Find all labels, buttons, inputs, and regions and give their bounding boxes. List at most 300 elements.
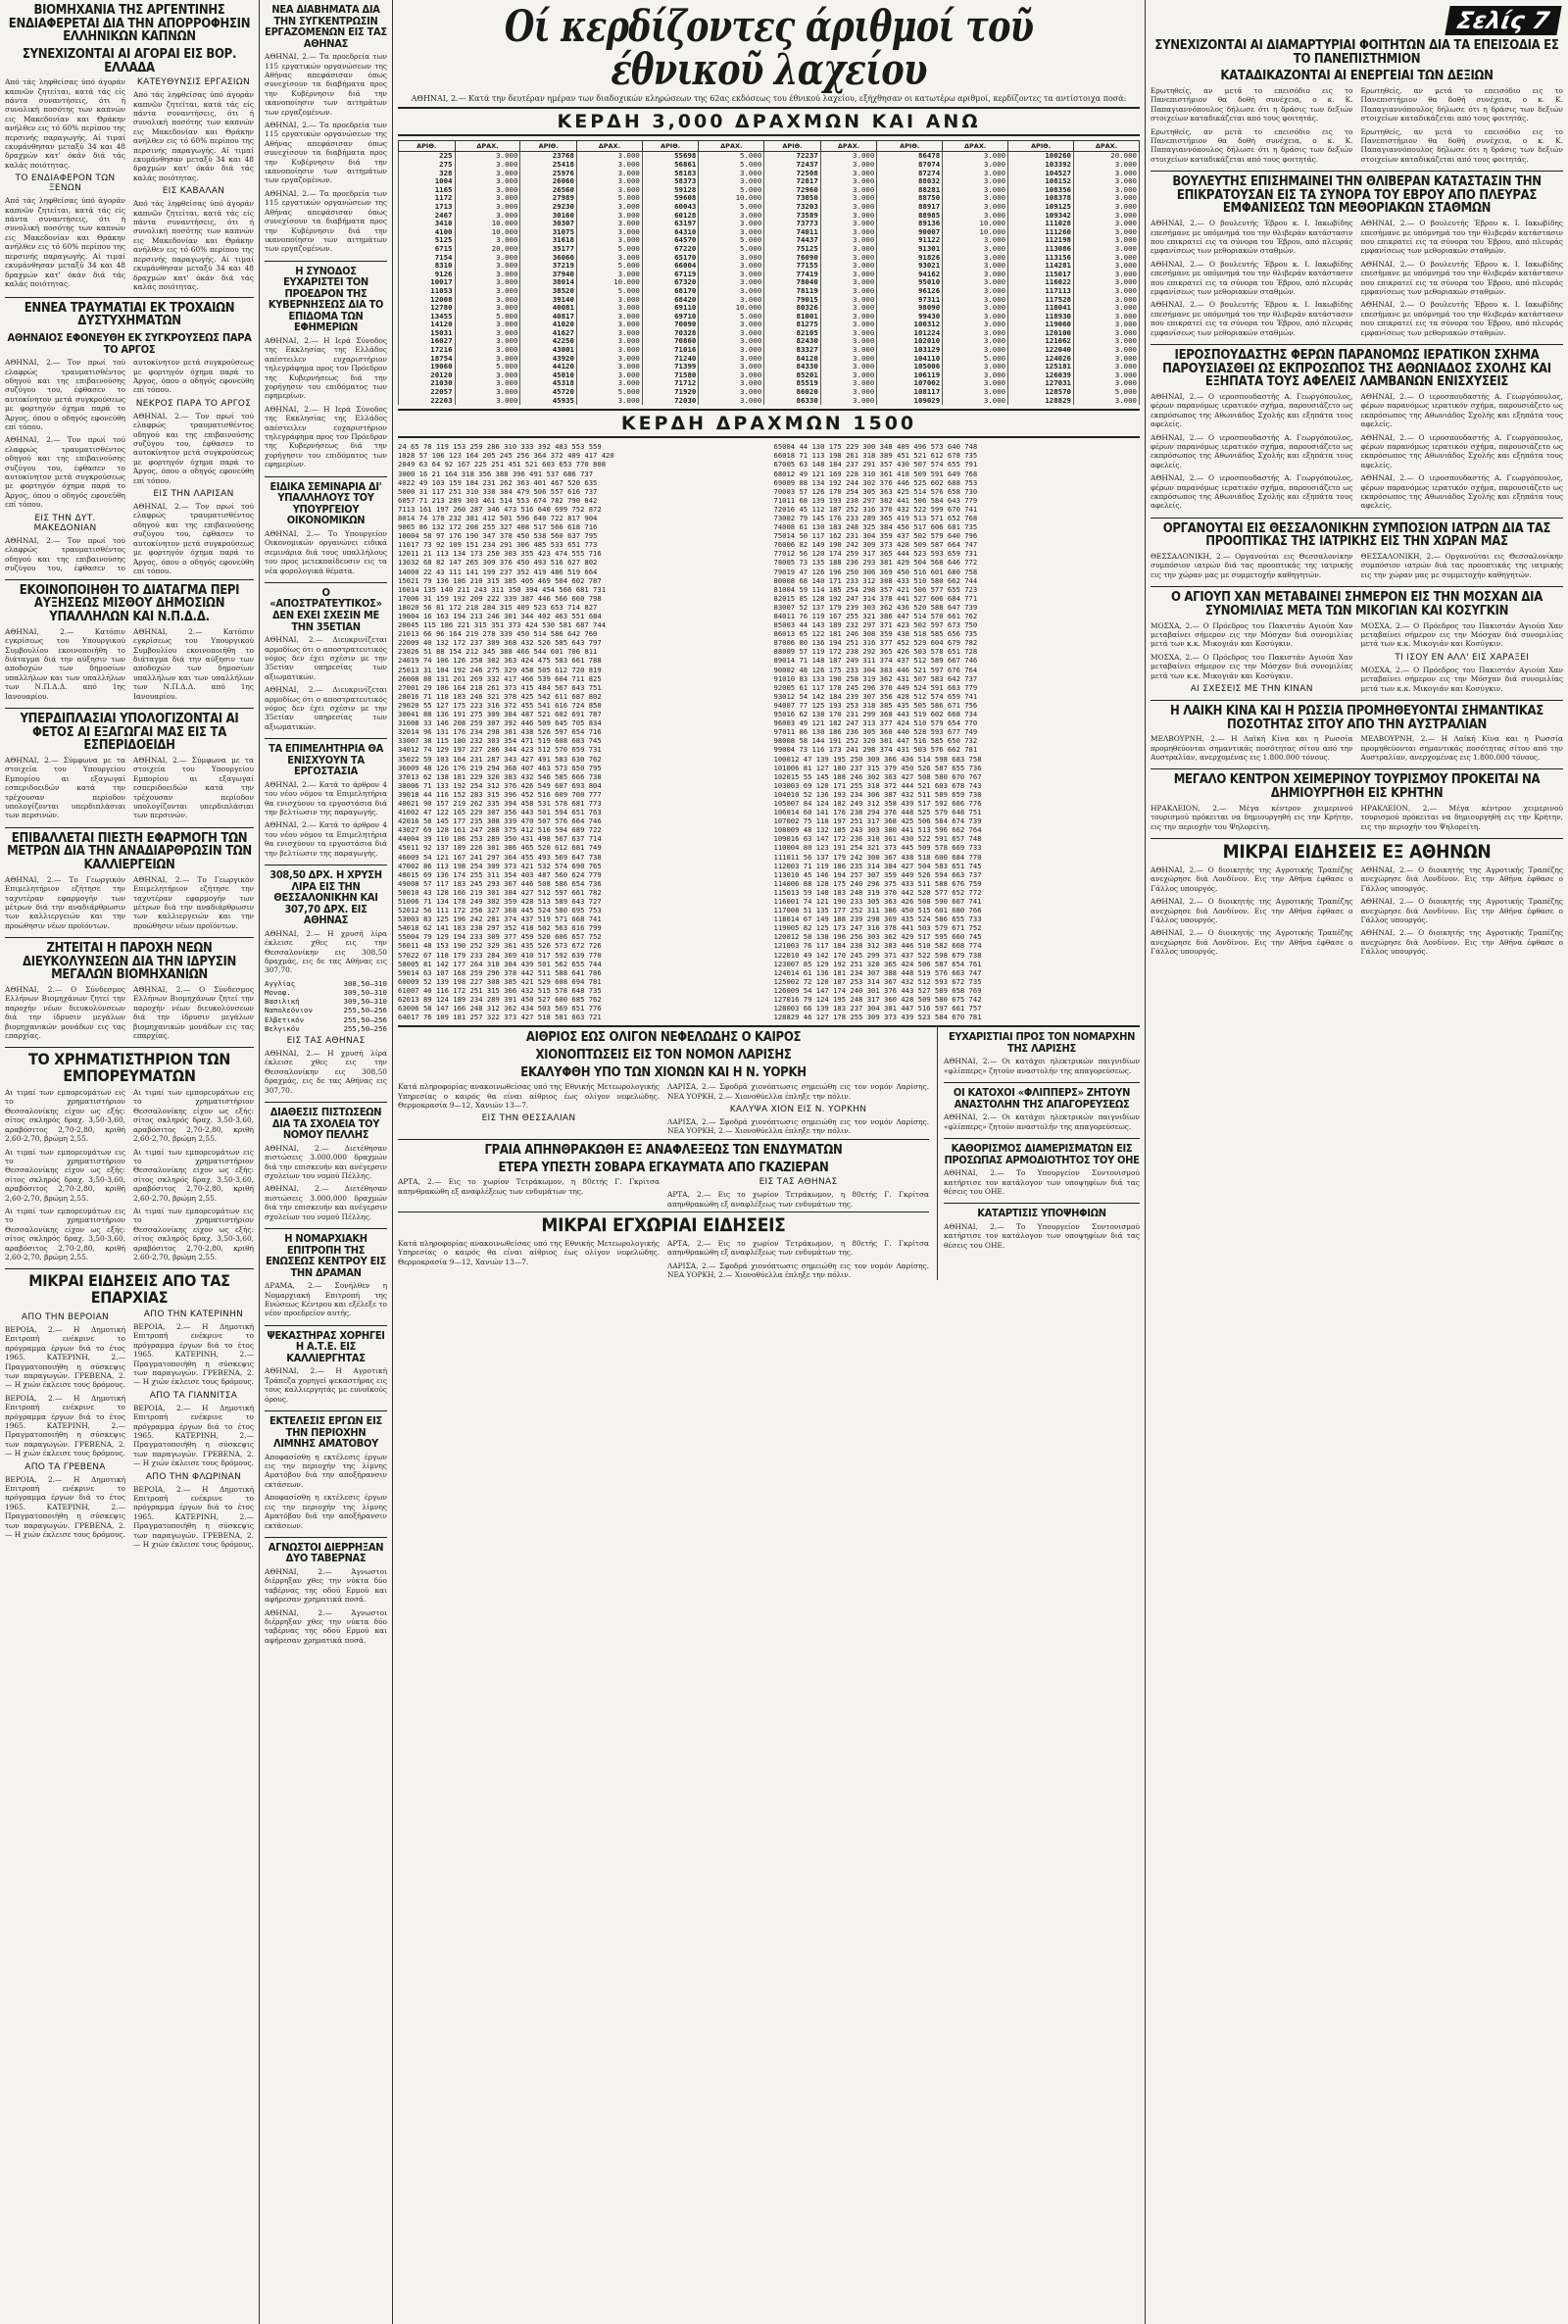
lottery-prize: 3.000	[576, 170, 642, 178]
article-flippers	[944, 1087, 1140, 1139]
lottery-number: 66004	[642, 262, 699, 271]
lottery-number-line: 6057 71 213 289 303 461 514 553 674 782 790 842	[398, 495, 598, 505]
lottery-number-line: 21013 66 96 164 219 278 339 450 514 586 642 760	[398, 629, 598, 639]
lottery-number: 105006	[877, 363, 943, 371]
lottery-prize: 3.000	[820, 329, 877, 338]
article-body: Ερωτηθείς, αν μετά το επεισόδιο εις το Πανεπιστήμιον θα δοθή συνέχεια, ο κ. Κ. Παπαγιαννόπουλος δήλωσε ότι η δράσις των δεξιών στοιχείων καταδικάζεται από τους φοιτητάς.	[1360, 85, 1563, 124]
lottery-number-line: 117008 51 135 177 252 311 386 450 515 601 680 766	[773, 906, 982, 915]
lottery-prize: 3.000	[576, 271, 642, 279]
article-body: Αι τιμαί των εμπορευμάτων εις το χρηματιστήριον Θεσσαλονίκης είχον ως εξής: σίτος σκληρός δραχ. 3,50-3,60, αραβόσιτος 2,70-2,80, κριθή 2,60-2,70, βρώμη 2,55.	[133, 1206, 254, 1261]
gold-coin-price: 255,50—256	[343, 1006, 387, 1015]
lottery-prize: 3.000	[455, 397, 520, 406]
article-body: ΑΘΗΝΑΙ, 2.— Ο διοικητής της Αγροτικής Τραπέζης ανεχώρησε διά Λονδίνον. Εις την Αθήνα έφθασε ο Γάλλος υπουργός.	[1360, 928, 1563, 957]
lottery-prize: 3.000	[820, 254, 877, 263]
lottery-number: 90007	[877, 228, 943, 237]
headline: ΑΓΝΩΣΤΟΙ ΔΙΕΡΡΗΞΑΝ ΔΥΟ ΤΑΒΕΡΝΑΣ	[268, 1540, 384, 1565]
lottery-prize: 10.000	[455, 220, 520, 228]
lottery-number-line: 42016 58 145 177 235 308 339 470 507 576 664 746	[398, 816, 602, 826]
lottery-number: 77419	[764, 271, 821, 279]
article-body: ΛΑΡΙΣΑ, 2.— Σφοδρά χιονόπτωσις σημειώθη εις τον νομόν Λαρίσης. ΝΕΑ ΥΟΡΚΗ, 2.— Χιονοθύελλα έπληξε την πόλιν.	[667, 1261, 929, 1280]
lottery-prize: 5.000	[943, 355, 1008, 364]
lottery-number: 45010	[520, 371, 577, 380]
lottery-number-line: 27001 29 106 164 218 261 373 415 484 567 643 751	[398, 682, 602, 692]
lottery-number: 116022	[1008, 278, 1074, 287]
lottery-number-line: 71011 68 139 193 238 297 382 441 506 584 643 779	[773, 495, 978, 505]
lottery-number: 76090	[764, 254, 821, 263]
article-schools	[265, 1107, 387, 1229]
lottery-number: 37940	[520, 271, 577, 279]
lottery-prize: 3.000	[699, 337, 764, 346]
lottery-number: 26560	[520, 186, 577, 195]
lottery-number: 114281	[1008, 262, 1074, 271]
lottery-number: 67119	[642, 271, 699, 279]
lottery-number: 25418	[520, 161, 577, 170]
lottery-prize: 3.000	[699, 346, 764, 355]
lottery-number: 40817	[520, 313, 577, 321]
headline: ΝΕΑ ΔΙΑΒΗΜΑΤΑ ΔΙΑ ΤΗΝ ΣΥΓΚΕΝΤΡΩΣΙΝ ΕΡΓΑΖΟΜΕΝΩΝ ΕΙΣ ΤΑΣ ΑΘΗΝΑΣ	[265, 3, 387, 50]
article-body: ΑΘΗΝΑΙ, 2.— Άγνωστοι διέρρηξαν χθες την νύκτα δύο ταβέρνας της οδού Ερμού και αφήρεσαν χρηματικά ποσά.	[265, 1567, 387, 1605]
article-body: ΑΘΗΝΑΙ, 2.— Ο διοικητής της Αγροτικής Τραπέζης ανεχώρησε διά Λονδίνον. Εις την Αθήνα έφθασε ο Γάλλος υπουργός.	[1360, 897, 1563, 924]
lottery-col-header: ΑΡΙΘ.	[877, 141, 943, 152]
article-retirement	[265, 587, 387, 739]
column-left	[0, 0, 259, 2324]
lottery-number: 112198	[1008, 236, 1074, 245]
lottery-number: 84120	[764, 355, 821, 364]
lottery-number-line: 128829 46 127 178 255 309 373 439 523 584 670 781	[773, 1013, 982, 1022]
article-body: Αι τιμαί των εμπορευμάτων εις το χρηματιστήριον Θεσσαλονίκης είχον ως εξής: σίτος σκληρός δραχ. 3,50-3,60, αραβόσιτος 2,70-2,80, κριθή 2,60-2,70, βρώμη 2,55.	[5, 1206, 125, 1261]
lottery-prize: 3.000	[1074, 186, 1140, 195]
lottery-number-line: 72016 45 112 187 252 316 370 432 522 599 670 741	[773, 504, 978, 514]
article-body: ΑΘΗΝΑΙ, 2.— Ο βουλευτής Έβρου κ. Ι. Ιακωβίδης επεσήμανε με υπόμνημά του την θλιβεράν κατάστασιν που επικρατεί εις τα σύνορα του Έβρου, από πλευράς εμφανίσεως των μεθοριακών σταθμών.	[1151, 259, 1353, 296]
article-body: ΑΘΗΝΑΙ, 2.— Το Γεωργικόν Επιμελητήριον εζήτησε την ταχυτέραν εφαρμογήν των μέτρων διά την αναδιάρθρωσιν των καλλιεργειών και την προώθησιν νέων προϊόντων.	[133, 874, 254, 930]
lottery-prize: 3.000	[455, 212, 520, 221]
lottery-number-line: 120012 58 138 196 256 303 362 429 517 595 660 745	[773, 932, 982, 942]
lottery-number-line: 96003 49 121 182 247 313 377 424 510 579 654 770	[773, 718, 978, 728]
lottery-number-line: 87006 80 136 194 251 316 377 452 529 604 679 782	[773, 638, 978, 648]
lottery-number: 103392	[1008, 161, 1074, 170]
lottery-number-line: 5000 31 117 251 310 338 384 479 506 557 616 737	[398, 486, 598, 496]
lottery-number: 6715	[399, 245, 456, 254]
section-label: ΚΑΤΕΥΘΥΝΣΙΣ ΕΡΓΑΣΙΩΝ	[136, 77, 251, 88]
subheadline: ΧΙΟΝΟΠΤΩΣΕΙΣ ΕΙΣ ΤΟΝ ΝΟΜΟΝ ΛΑΡΙΣΗΣ	[535, 1047, 792, 1063]
lottery-prize: 3.000	[576, 296, 642, 305]
lottery-number: 108356	[1008, 186, 1074, 195]
lottery-number: 70090	[642, 321, 699, 329]
article-lake	[265, 1415, 387, 1538]
lottery-number: 106119	[877, 371, 943, 380]
lottery-number-line: 41002 47 122 165 229 307 356 443 501 594 651 763	[398, 808, 602, 817]
lottery-number-line: 33007 38 115 180 232 303 354 471 519 608 683 745	[398, 736, 602, 746]
lottery-number: 22057	[399, 388, 456, 397]
lottery-number-line: 53003 83 125 196 242 281 374 437 519 571 668 741	[398, 915, 602, 924]
lottery-number-line: 62013 89 124 189 234 289 391 450 527 600 685 762	[398, 995, 602, 1005]
article-body: ΑΘΗΝΑΙ, 2.— Ο ιεροσπουδαστής Α. Γεωργόπουλος, φέρων παρανόμως ιερατικόν σχήμα, παρουσιάζετο ως εκπρόσωπος της Αθωνιάδος Σχολής και εξηπάτα τους αφελείς.	[1151, 473, 1353, 511]
article-body: ΜΟΣΧΑ, 2.— Ο Πρόεδρος του Πακιστάν Αγιούπ Χαν μεταβαίνει σήμερον εις την Μόσχαν διά συνομιλίας μετά των κ.κ. Μικογιάν και Κοσύγκιν.	[1151, 652, 1353, 680]
lottery-number: 67320	[642, 278, 699, 287]
lottery-number: 94162	[877, 271, 943, 279]
lottery-number-line: 35022 59 103 164 231 287 343 427 491 583 630 762	[398, 754, 602, 764]
lottery-prize: 3.000	[1074, 321, 1140, 329]
lottery-prize: 5.000	[576, 194, 642, 203]
headline: ΟΡΓΑΝΟΥΤΑΙ ΕΙΣ ΘΕΣΣΑΛΟΝΙΚΗΝ ΣΥΜΠΟΣΙΟΝ ΙΑΤΡΩΝ ΔΙΑ ΤΑΣ ΠΡΟΟΠΤΙΚΑΣ ΤΗΣ ΙΑΤΡΙΚΗΣ ΕΙΣ ΤΗΝ ΧΩΡΑΝ ΜΑΣ	[1162, 520, 1551, 550]
lottery-number-line: 106014 60 141 176 238 294 376 448 525 579 648 751	[773, 808, 982, 817]
page-number-tag: Σελίς 7	[1446, 6, 1562, 35]
lottery-prize: 3.000	[576, 228, 642, 237]
lottery-number: 104527	[1008, 170, 1074, 178]
lottery-number: 111260	[1008, 228, 1074, 237]
lottery-prize: 3.000	[943, 245, 1008, 254]
lottery-number: 60043	[642, 203, 699, 212]
article-body: ΑΡΤΑ, 2.— Εις το χωρίον Τετράκωμον, η 80ετής Γ. Γκρίτσα απηνθρακώθη εξ αναφλέξεως των ενδυμάτων της.	[398, 1177, 660, 1196]
lottery-number-line: 24 65 78 119 153 259 286 310 333 392 483 553 559	[398, 442, 602, 452]
lottery-number: 225	[399, 152, 456, 161]
lottery-number-line: 28016 71 118 183 246 321 378 425 542 611 687 802	[398, 691, 602, 701]
article-workers	[265, 4, 387, 262]
article-body: ΔΡΑΜΑ, 2.— Συνήλθεν η Νομαρχιακή Επιτροπή της Ενώσεως Κέντρου και εξέλεξε το νέον προεδρείον αυτής.	[265, 1281, 387, 1318]
article-citrus	[5, 713, 254, 828]
lottery-number: 12780	[399, 304, 456, 313]
lottery-prize: 3.000	[943, 271, 1008, 279]
lottery-number-line: 123007 85 129 192 251 320 365 424 506 587 654 761	[773, 959, 982, 968]
lottery-number: 30160	[520, 212, 577, 221]
lottery-number-line: 83007 52 137 179 239 303 362 436 520 588 647 739	[773, 602, 978, 612]
lottery-number: 109342	[1008, 212, 1074, 221]
article-body: ΑΘΗΝΑΙ, 2.— Ο βουλευτής Έβρου κ. Ι. Ιακωβίδης επεσήμανε με υπόμνημά του την θλιβεράν κατάστασιν που επικρατεί εις τα σύνορα του Έβρου, από πλευράς εμφανίσεως των μεθοριακών σταθμών.	[1151, 219, 1353, 256]
lottery-number-line: 105007 84 124 182 249 312 358 439 517 592 666 776	[773, 798, 982, 808]
lottery-number-line: 61007 40 116 172 251 315 366 432 515 578 648 735	[398, 985, 602, 995]
lottery-number: 91826	[877, 254, 943, 263]
article-salaries	[5, 584, 254, 709]
article-body: ΑΘΗΝΑΙ, 2.— Τον πρωί τού ελαφρώς τραυματισθέντος οδηγού και της επιβαινούσης συζύγου του, έφθασεν το αυτοκίνητον μετά συγκρούσεως με φορτηγόν όχημα παρά το Άργος, όπου ο οδηγός εφονεύθη επί τόπου.	[5, 358, 254, 572]
lottery-col-header: ΔΡΑΧ.	[576, 141, 642, 152]
lottery-number: 72237	[764, 152, 821, 161]
lottery-prize: 3.000	[455, 287, 520, 296]
lottery-number-line: 92005 61 117 178 245 296 370 449 524 591 663 779	[773, 682, 978, 692]
article-body: ΑΘΗΝΑΙ, 2.— Ο βουλευτής Έβρου κ. Ι. Ιακωβίδης επεσήμανε με υπόμνημά του την θλιβεράν κατάστασιν που επικρατεί εις τα σύνορα του Έβρου, από πλευράς εμφανίσεως των μεθοριακών σταθμών.	[1360, 300, 1563, 337]
lottery-prize: 3.000	[576, 397, 642, 406]
lottery-header-3000: ΚΕΡΔΗ 3,000 ΔΡΑΧΜΩΝ ΚΑΙ ΑΝΩ	[398, 107, 1140, 136]
article-body: ΑΘΗΝΑΙ, 2.— Το Γεωργικόν Επιμελητήριον εζήτησε την ταχυτέραν εφαρμογήν των μέτρων διά την αναδιάρθρωσιν των καλλιεργειών και την προώθησιν νέων προϊόντων.	[5, 874, 125, 930]
article-body: ΑΘΗΝΑΙ, 2.— Τον πρωί τού ελαφρώς τραυματισθέντος οδηγού και της επιβαινούσης συζύγου του, έφθασεν το αυτοκίνητον μετά συγκρούσεως με φορτηγόν όχημα παρά το Άργος, όπου ο οδηγός εφονεύθη επί τόπου.	[133, 411, 254, 485]
lottery-prize: 3.000	[455, 236, 520, 245]
lottery-number-line: 118014 67 149 188 239 298 369 435 524 586 655 733	[773, 915, 982, 924]
article-body: ΒΕΡΟΙΑ, 2.— Η Δημοτική Επιτροπή ενέκρινε το πρόγραμμα έργων διά το έτος 1965. ΚΑΤΕΡΙΝΗ, 2.— Πραγματοποιήθη η σύσκεψις των παραγωγών. ΓΡΕΒΕΝΑ, 2.— Η χιών έκλεισε τους δρόμους.	[133, 1321, 254, 1387]
lottery-number-line: 40021 90 157 219 262 335 394 458 531 578 681 773	[398, 798, 602, 808]
lottery-number: 80326	[764, 304, 821, 313]
lottery-prize: 3.000	[820, 278, 877, 287]
lottery-number: 71399	[642, 363, 699, 371]
lottery-number-line: 16014 135 140 211 243 311 350 394 454 566 681 731	[398, 584, 607, 594]
headline: ΒΙΟΜΗΧΑΝΙΑ ΤΗΣ ΑΡΓΕΝΤΙΝΗΣ ΕΝΔΙΑΦΕΡΕΤΑΙ ΔΙΑ ΤΗΝ ΑΠΟΡΡΟΦΗΣΙΝ ΕΛΛΗΝΙΚΩΝ ΚΑΠΝΩΝ	[8, 3, 251, 45]
article-provinces	[5, 1273, 254, 1549]
lottery-number-line: 59014 63 107 168 259 296 378 442 511 588 641 786	[398, 967, 602, 977]
lottery-prize: 3.000	[1074, 220, 1140, 228]
lottery-number: 74011	[764, 228, 821, 237]
lottery-number: 70860	[642, 337, 699, 346]
lottery-prize: 3.000	[576, 186, 642, 195]
headline: ΕΠΙΒΑΛΛΕΤΑΙ ΠΙΕΣΤΗ ΕΦΑΡΜΟΓΗ ΤΩΝ ΜΕΤΡΩΝ ΔΙΑ ΤΗΝ ΑΝΑΔΙΑΡΘΡΩΣΙΝ ΤΩΝ ΚΑΛΛΙΕΡΓΕΙΩΝ	[7, 830, 252, 873]
article-body: ΑΘΗΝΑΙ, 2.— Τον πρωί τού ελαφρώς τραυματισθέντος οδηγού και της επιβαινούσης συζύγου του, έφθασεν το αυτοκίνητον μετά συγκρούσεως με φορτηγόν όχημα παρά το Άργος, όπου ο οδηγός εφονεύθη επί τόπου.	[5, 435, 125, 510]
lottery-prize: 3.000	[943, 152, 1008, 161]
lottery-number: 18754	[399, 355, 456, 364]
lottery-number: 113156	[1008, 254, 1074, 263]
article-body: ΑΘΗΝΑΙ, 2.— Διετέθησαν πιστώσεις 3.000.000 δραχμών διά την επισκευήν και ανέγερσιν σχολείων του νομού Πέλλης.	[265, 1184, 387, 1221]
article-body: ΑΘΗΝΑΙ, 2.— Οι κατάχοι ηλεκτρικών παιγνιδίων «φλίππερς» ζητούν αναστολήν της απαγορεύσεως.	[944, 1057, 1140, 1075]
lottery-prize: 3.000	[1074, 346, 1140, 355]
lottery-prize: 3.000	[576, 152, 642, 161]
article-body: ΒΕΡΟΙΑ, 2.— Η Δημοτική Επιτροπή ενέκρινε το πρόγραμμα έργων διά το έτος 1965. ΚΑΤΕΡΙΝΗ, 2.— Πραγματοποιήθη η σύσκεψις των παραγωγών. ΓΡΕΒΕΝΑ, 2.— Η χιών έκλεισε τους δρόμους.	[5, 1393, 125, 1459]
article-body: ΑΘΗΝΑΙ, 2.— Ο ιεροσπουδαστής Α. Γεωργόπουλος, φέρων παρανόμως ιερατικόν σχήμα, παρουσιάζετο ως εκπρόσωπος της Αθωνιάδος Σχολής και εξηπάτα τους αφελείς.	[1360, 432, 1563, 470]
lottery-number: 124026	[1008, 355, 1074, 364]
lottery-prize: 3.000	[820, 236, 877, 245]
lottery-prize: 3.000	[820, 397, 877, 406]
lottery-prize: 3.000	[699, 228, 764, 237]
article-body: ΑΘΗΝΑΙ, 2.— Η χρυσή λίρα έκλεισε χθες εις την Θεσσαλονίκην εις 308,50 δραχμάς, εις δε τας Αθήνας εις 307,70.	[265, 928, 387, 975]
lottery-prize: 3.000	[1074, 212, 1140, 221]
lottery-prize: 3.000	[576, 363, 642, 371]
lottery-number: 1165	[399, 186, 456, 195]
lottery-col-header: ΑΡΙΘ.	[642, 141, 699, 152]
lottery-number: 73773	[764, 220, 821, 228]
gold-coin-price: 255,50—256	[343, 1023, 387, 1033]
section-label: ΝΕΚΡΟΣ ΠΑΡΑ ΤΟ ΑΡΓΟΣ	[135, 398, 252, 409]
lottery-number: 1172	[399, 194, 456, 203]
lottery-number-line: 66018 71 113 198 261 318 389 451 521 612 678 735	[773, 451, 978, 461]
lottery-prize: 3.000	[455, 262, 520, 271]
section-label: ΑΠΟ ΤΑ ΓΙΑΝΝΙΤΣΑ	[149, 1390, 238, 1401]
article-body: ΑΘΗΝΑΙ, 2.— Τα προεδρεία των 115 εργατικών οργανώσεων της Αθήνας απεφάσισαν όπως συνεχίσουν τα διαβήματα προς την Κυβέρνησιν διά την ικανοποίησιν των αιτημάτων των εργαζομένων.	[265, 121, 387, 185]
lottery-col-header: ΔΡΑΧ.	[943, 141, 1008, 152]
headline: ΕΙΔΙΚΑ ΣΕΜΙΝΑΡΙΑ ΔΙ' ΥΠΑΛΛΗΛΟΥΣ ΤΟΥ ΥΠΟΥΡΓΕΙΟΥ ΟΙΚΟΝΟΜΙΚΩΝ	[270, 479, 382, 527]
lottery-number: 88985	[877, 212, 943, 221]
article-body: ΑΘΗΝΑΙ, 2.— Το Υπουργείον Συντονισμού κατήρτισε τον κατάλογον των υποψηφίων διά τας θέσεις του ΟΗΕ.	[944, 1221, 1140, 1250]
lottery-prize: 3.000	[455, 346, 520, 355]
lottery-prize: 3.000	[699, 296, 764, 305]
lottery-prize: 3.000	[699, 388, 764, 397]
section-label: ΕΙΣ ΤΑΣ ΑΘΗΝΑΣ	[759, 1177, 838, 1188]
lottery-number-line: 82015 85 128 192 247 314 378 441 527 606 684 771	[773, 593, 978, 603]
gold-price-table	[265, 979, 387, 1033]
lottery-prize: 3.000	[1074, 329, 1140, 338]
lottery-prize: 5.000	[1074, 388, 1140, 397]
lottery-number-line: 56011 48 153 190 252 329 361 435 526 573 672 726	[398, 941, 602, 951]
lottery-prize: 3.000	[943, 363, 1008, 371]
lottery-number: 117528	[1008, 296, 1074, 305]
article-body: ΑΘΗΝΑΙ, 2.— Κατά το άρθρον 4 του νέου νόμου τα Επιμελητήρια θα ενισχύουν τα εργοστάσια διά την βελτίωσιν της παραγωγής.	[265, 779, 387, 817]
article-taverns	[265, 1542, 387, 1645]
lottery-prize: 3.000	[943, 313, 1008, 321]
lottery-number: 78119	[764, 287, 821, 296]
headline: ΤΟ ΧΡΗΜΑΤΙΣΤΗΡΙΟΝ ΤΩΝ ΕΜΠΟΡΕΥΜΑΤΩΝ	[27, 1050, 231, 1086]
headline: 308,50 ΔΡΧ. Η ΧΡΥΣΗ ΛΙΡΑ ΕΙΣ ΤΗΝ ΘΕΣΣΑΛΟΝΙΚΗΝ ΚΑΙ 307,70 ΔΡΧ. ΕΙΣ ΑΘΗΝΑΣ	[270, 868, 382, 927]
lottery-number-line: 67005 63 148 184 237 291 357 430 507 574 655 791	[773, 460, 978, 470]
article-burn	[398, 1144, 929, 1212]
lottery-number: 63197	[642, 220, 699, 228]
lottery-table	[398, 140, 1140, 405]
article-industry	[5, 942, 254, 1048]
lottery-prize: 3.000	[1074, 296, 1140, 305]
gold-price-row	[265, 979, 387, 988]
article-body: Αι τιμαί των εμπορευμάτων εις το χρηματιστήριον Θεσσαλονίκης είχον ως εξής: σίτος σκληρός δραχ. 3,50-3,60, αραβόσιτος 2,70-2,80, κριθή 2,60-2,70, βρώμη 2,55.	[5, 1147, 125, 1203]
lottery-number: 100260	[1008, 152, 1074, 161]
lottery-header-1500: ΚΕΡΔΗ ΔΡΑΧΜΩΝ 1500	[398, 409, 1140, 438]
lottery-prize: 5.000	[699, 236, 764, 245]
lottery-number: 79015	[764, 296, 821, 305]
lottery-number: 12008	[399, 296, 456, 305]
headline: Η ΛΑΙΚΗ ΚΙΝΑ ΚΑΙ Η ΡΩΣΣΙΑ ΠΡΟΜΗΘΕΥΟΝΤΑΙ ΣΗΜΑΝΤΙΚΑΣ ΠΟΣΟΤΗΤΑΣ ΣΙΤΟΥ ΑΠΟ ΤΗΝ ΑΥΣΤΡΑΛΙΑΝ	[1170, 703, 1544, 732]
lottery-col-header: ΔΡΑΧ.	[820, 141, 877, 152]
lottery-number-line: 102015 55 145 188 246 302 363 427 508 580 670 767	[773, 771, 982, 781]
lottery-prize: 3.000	[699, 278, 764, 287]
lottery-number: 88750	[877, 194, 943, 203]
lottery-number-line: 101006 81 127 180 237 315 379 450 526 587 655 736	[773, 763, 982, 772]
article-body: ΑΘΗΝΑΙ, 2.— Ο διοικητής της Αγροτικής Τραπέζης ανεχώρησε διά Λονδίνον. Εις την Αθήνα έφθασε ο Γάλλος υπουργός.	[1360, 865, 1563, 893]
lottery-number: 7154	[399, 254, 456, 263]
lottery-prize: 3.000	[455, 170, 520, 178]
lottery-number: 91301	[877, 245, 943, 254]
headline: ΤΑ ΕΠΙΜΕΛΗΤΗΡΙΑ ΘΑ ΕΝΙΣΧΥΟΥΝ ΤΑ ΕΡΓΟΣΤΑΣΙΑ	[269, 742, 383, 778]
lottery-number: 88281	[877, 186, 943, 195]
lottery-prize: 3.000	[943, 194, 1008, 203]
lottery-prize: 3.000	[943, 161, 1008, 170]
lottery-prize: 3.000	[943, 346, 1008, 355]
article-local-news	[398, 1213, 929, 1280]
lottery-number: 275	[399, 161, 456, 170]
lottery-prize: 3.000	[943, 388, 1008, 397]
lottery-prize: 3.000	[820, 152, 877, 161]
lottery-number: 45318	[520, 379, 577, 388]
gold-coin-name: Μονοφ.	[265, 988, 291, 998]
lottery-number-line: 125002 72 120 187 253 314 367 432 512 593 672 735	[773, 976, 982, 986]
lottery-number: 42250	[520, 337, 577, 346]
article-body: ΑΘΗΝΑΙ, 2.— Τον πρωί τού ελαφρώς τραυματισθέντος οδηγού και της επιβαινούσης συζύγου του, έφθασεν το αυτοκίνητον μετά συγκρούσεως με φορτηγόν όχημα παρά το Άργος, όπου ο οδηγός εφονεύθη επί τόπου.	[5, 358, 125, 432]
article-crete	[1151, 773, 1563, 839]
section-label: ΑΠΟ ΤΗΝ ΒΕΡΟΙΑΝ	[21, 1311, 110, 1322]
lottery-number-line: 93012 54 142 184 239 307 356 428 512 574 659 741	[773, 691, 978, 701]
section-label: ΤΙ ΙΣΟΥ ΕΝ ΑΛΛ' ΕΙΣ ΧΑΡΑΞΕΙ	[1395, 652, 1530, 663]
lottery-number-line: 89014 71 148 187 249 311 374 437 512 589 667 746	[773, 656, 978, 666]
section-label: ΕΙΣ ΤΗΝ ΘΕΣΣΑΛΙΑΝ	[481, 1113, 576, 1124]
lottery-number: 14120	[399, 321, 456, 329]
lottery-number-line: 13032 68 82 147 265 309 376 450 493 516 627 802	[398, 558, 598, 568]
article-body: ΜΟΣΧΑ, 2.— Ο Πρόεδρος του Πακιστάν Αγιούπ Χαν μεταβαίνει σήμερον εις την Μόσχαν διά συνομιλίας μετά των κ.κ. Μικογιάν και Κοσύγκιν.	[1360, 665, 1563, 693]
lottery-prize: 3.000	[820, 212, 877, 221]
lottery-number-line: 34012 74 129 197 227 286 344 423 512 570 659 731	[398, 745, 602, 755]
article-body: ΒΕΡΟΙΑ, 2.— Η Δημοτική Επιτροπή ενέκρινε το πρόγραμμα έργων διά το έτος 1965. ΚΑΤΕΡΙΝΗ, 2.— Πραγματοποιήθη η σύσκεψις των παραγωγών. ΓΡΕΒΕΝΑ, 2.— Η χιών έκλεισε τους δρόμους.	[133, 1403, 254, 1468]
lottery-number-line: 60009 52 139 198 227 308 385 421 529 608 694 781	[398, 976, 602, 986]
lottery-prize: 3.000	[820, 245, 877, 254]
lottery-number-line: 30041 88 136 191 275 309 384 487 521 602 691 787	[398, 710, 602, 719]
lottery-number-line: 78005 73 135 188 236 293 381 429 504 568 646 772	[773, 558, 978, 568]
lottery-number-line: 91010 83 133 190 258 319 362 431 507 583 642 737	[773, 673, 978, 683]
lottery-prize: 5.000	[699, 152, 764, 161]
article-seminarian	[1151, 349, 1563, 519]
lottery-prize: 10.000	[699, 194, 764, 203]
gold-coin-price: 255,50—256	[343, 1014, 387, 1024]
lottery-number: 70328	[642, 329, 699, 338]
lottery-number: 25976	[520, 170, 577, 178]
lottery-prize: 3.000	[455, 329, 520, 338]
lottery-number-line: 84011 76 119 167 255 321 386 447 514 570 661 762	[773, 612, 978, 620]
lottery-number-line: 18020 56 81 172 218 284 315 409 523 653 714 827	[398, 602, 598, 612]
gold-coin-name: Ναπολεόνιον	[265, 1006, 313, 1015]
lottery-number-line: 20045 115 186 221 315 351 373 424 530 581 687 744	[398, 620, 607, 630]
lottery-prize: 3.000	[576, 177, 642, 186]
lottery-number: 71240	[642, 355, 699, 364]
headline: ΟΙ ΚΑΤΟΧΟΙ «ΦΛΙΠΠΕΡΣ» ΖΗΤΟΥΝ ΑΝΑΣΤΟΛΗΝ ΤΗΣ ΑΠΑΓΟΡΕΥΣΕΩΣ	[953, 1086, 1131, 1111]
lottery-number-line: 23026 51 88 154 212 345 388 466 544 601 706 811	[398, 647, 598, 657]
lottery-number-line: 37013 62 138 181 229 320 383 432 546 585 666 738	[398, 771, 602, 781]
lottery-number: 119060	[1008, 321, 1074, 329]
article-body: Ερωτηθείς, αν μετά το επεισόδιο εις το Πανεπιστήμιον θα δοθή συνέχεια, ο κ. Κ. Παπαγιαννόπουλος δήλωσε ότι η δράσις των δεξιών στοιχείων καταδικάζεται από τους φοιτητάς.	[1151, 126, 1353, 164]
gold-price-row	[265, 1006, 387, 1014]
lottery-prize: 3.000	[820, 220, 877, 228]
lottery-prize: 3.000	[1074, 287, 1140, 296]
gold-coin-price: 309,50—310	[343, 997, 387, 1007]
lottery-number: 41020	[520, 321, 577, 329]
article-body: ΑΘΗΝΑΙ, 2.— Σύμφωνα με τα στοιχεία του Υπουργείου Εμπορίου αι εξαγωγαί εσπεριδοειδών κατά την τρέχουσαν περίοδον υπολογίζονται υπερδιπλάσιαι των περσινών.	[5, 755, 125, 820]
lottery-prize: 3.000	[820, 161, 877, 170]
column-lottery	[393, 0, 1145, 2324]
lottery-number: 128570	[1008, 388, 1074, 397]
lottery-number: 59128	[642, 186, 699, 195]
lottery-prize: 5.000	[455, 363, 520, 371]
headline: ΕΝΝΕΑ ΤΡΑΥΜΑΤΙΑΙ ΕΚ ΤΡΟΧΑΙΩΝ ΔΥΣΤΥΧΗΜΑΤΩΝ	[24, 300, 235, 329]
lottery-number: 45935	[520, 397, 577, 406]
lottery-number-line: 22009 40 132 172 237 309 368 432 526 585 643 797	[398, 638, 602, 648]
lottery-number: 99430	[877, 313, 943, 321]
article-body: ΗΡΑΚΛΕΙΟΝ, 2.— Μέγα κέντρον χειμερινού τουρισμού πρόκειται να δημιουργηθή εις την Κρήτην, εις την περιοχήν του Ψηλορείτη.	[1151, 803, 1353, 831]
lottery-number: 56861	[642, 161, 699, 170]
lottery-number: 69110	[642, 304, 699, 313]
lottery-number-line: 99004 73 116 173 241 298 374 431 503 576 662 781	[773, 745, 978, 755]
lottery-number-line: 38006 71 133 192 254 312 376 426 549 607 693 804	[398, 780, 602, 790]
lottery-number: 68420	[642, 296, 699, 305]
lottery-number: 30307	[520, 220, 577, 228]
lottery-number-line: 47002 86 113 198 254 309 373 421 532 574 690 765	[398, 861, 602, 870]
lottery-number: 71016	[642, 346, 699, 355]
lottery-prize: 3.000	[943, 236, 1008, 245]
headline: ΥΠΕΡΔΙΠΛΑΣΙΑΙ ΥΠΟΛΟΓΙΖΟΝΤΑΙ ΑΙ ΦΕΤΟΣ ΑΙ ΕΞΑΓΩΓΑΙ ΜΑΣ ΕΙΣ ΤΑ ΕΣΠΕΡΙΔΟΕΙΔΗ	[20, 712, 239, 754]
lottery-number: 81275	[764, 321, 821, 329]
article-body: ΑΘΗΝΑΙ, 2.— Ο διοικητής της Αγροτικής Τραπέζης ανεχώρησε διά Λονδίνον. Εις την Αθήνα έφθασε ο Γάλλος υπουργός.	[1151, 928, 1353, 957]
lottery-col-header: ΑΡΙΘ.	[399, 141, 456, 152]
lottery-number: 8310	[399, 262, 456, 271]
page-tag-wrap	[1151, 6, 1559, 35]
subheadline: ΕΚΑΛΥΦΘΗ ΥΠΟ ΤΩΝ ΧΙΟΝΩΝ ΚΑΙ Η Ν. ΥΟΡΚΗ	[520, 1064, 807, 1080]
lottery-prize: 3.000	[943, 397, 1008, 406]
lottery-prize: 3.000	[576, 321, 642, 329]
lottery-number: 31618	[520, 236, 577, 245]
lottery-number-line: 113010 45 146 194 257 307 359 449 526 594 663 737	[773, 869, 982, 879]
section-label: ΑΙ ΣΧΕΣΕΙΣ ΜΕ ΤΗΝ ΚΙΝΑΝ	[1190, 683, 1313, 694]
lottery-number-line: 69009 88 134 192 244 302 376 446 525 602 688 753	[773, 477, 978, 487]
article-body: ΑΘΗΝΑΙ, 2.— Διευκρινίζεται αρμοδίως ότι ο αποστρατευτικός νόμος δεν έχει σχέσιν με την 35ετίαν υπηρεσίας των αξιωματικών.	[265, 635, 387, 681]
lottery-prize: 3.000	[455, 304, 520, 313]
article-body: Αποφασίσθη η εκτέλεσις έργων εις την περιοχήν της λίμνης Αματόβου διά την αποξήρανσιν εκτάσεων.	[265, 1493, 387, 1530]
lottery-number-line: 43027 69 128 161 247 288 375 412 516 594 689 722	[398, 825, 602, 835]
lottery-number: 108378	[1008, 194, 1074, 203]
article-body: ΒΕΡΟΙΑ, 2.— Η Δημοτική Επιτροπή ενέκρινε το πρόγραμμα έργων διά το έτος 1965. ΚΑΤΕΡΙΝΗ, 2.— Πραγματοποιήθη η σύσκεψις των παραγωγών. ΓΡΕΒΕΝΑ, 2.— Η χιών έκλεισε τους δρόμους.	[5, 1324, 125, 1390]
lottery-prize: 3.000	[820, 186, 877, 195]
lottery-number-line: 26008 88 131 201 269 332 417 466 539 604 711 825	[398, 673, 602, 683]
lottery-prize: 3.000	[576, 355, 642, 364]
lottery-prize: 3.000	[820, 170, 877, 178]
lottery-number: 127031	[1008, 379, 1074, 388]
lottery-number: 38014	[520, 278, 577, 287]
lottery-prize: 10.000	[943, 220, 1008, 228]
bottom-right	[937, 1027, 1140, 1279]
